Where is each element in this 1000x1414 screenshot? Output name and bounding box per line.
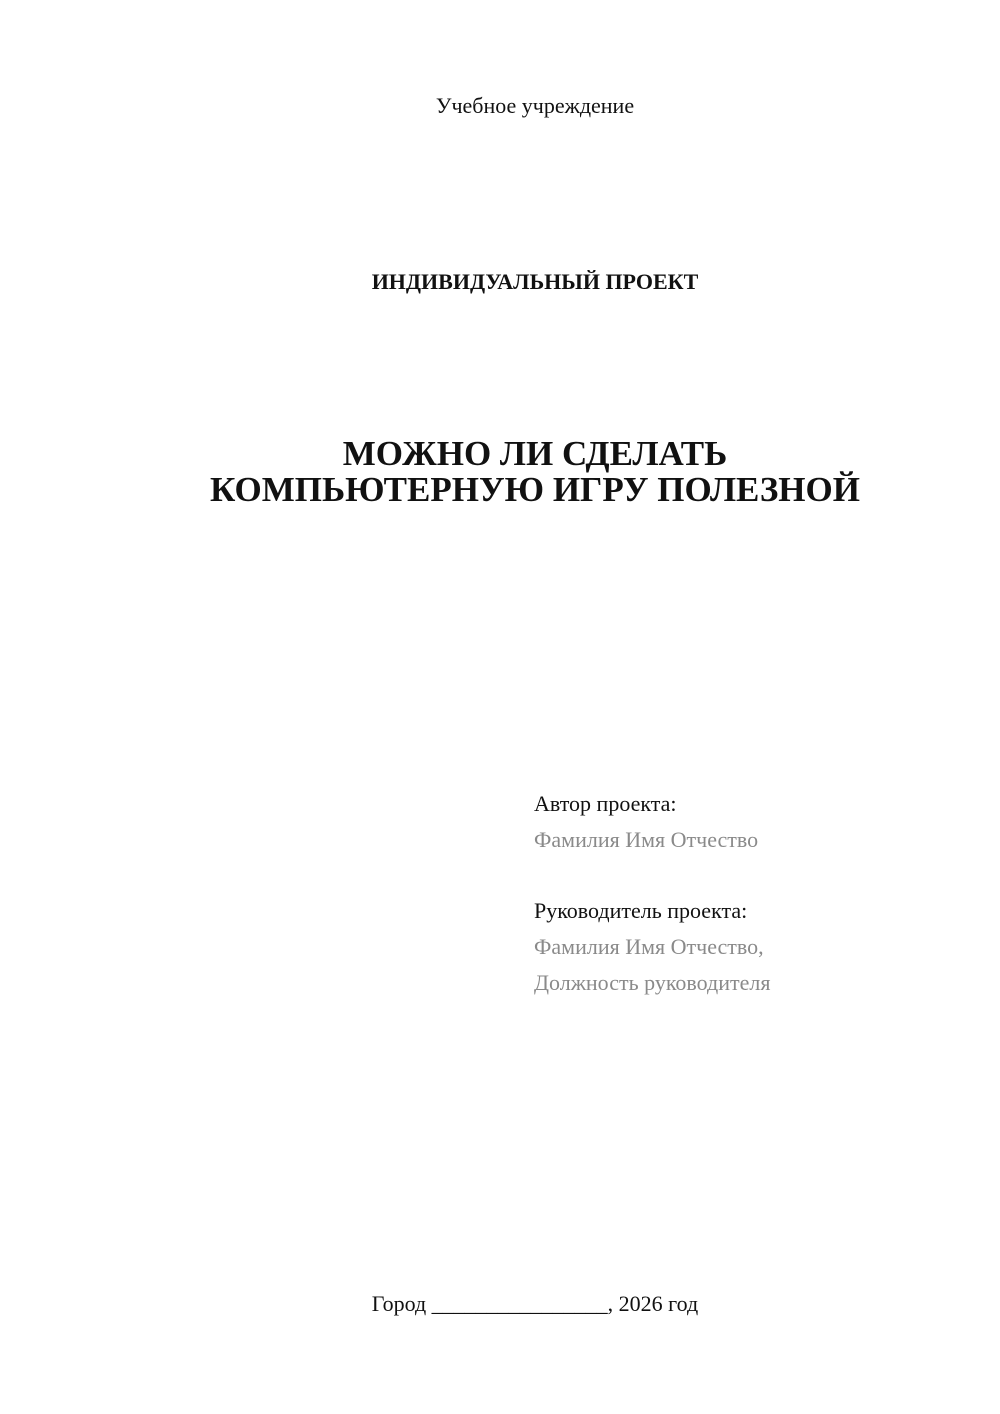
document-type-heading: ИНДИВИДУАЛЬНЫЙ ПРОЕКТ bbox=[371, 269, 699, 294]
institution-name: Учебное учреждение bbox=[435, 93, 635, 118]
supervisor-block bbox=[534, 893, 974, 1001]
author-label: Автор проекта: bbox=[534, 791, 677, 816]
supervisor-name: Фамилия Имя Отчество, bbox=[534, 934, 764, 959]
supervisor-label: Руководитель проекта: bbox=[534, 898, 748, 923]
author-block bbox=[534, 786, 974, 858]
project-title-line-2: КОМПЬЮТЕРНУЮ ИГРУ ПОЛЕЗНОЙ bbox=[210, 470, 860, 509]
project-title-line-1: МОЖНО ЛИ СДЕЛАТЬ bbox=[342, 434, 728, 473]
project-title bbox=[0, 436, 1000, 508]
city-year-line: Город ________________, 2026 год bbox=[371, 1291, 699, 1316]
author-name: Фамилия Имя Отчество bbox=[534, 827, 759, 852]
supervisor-position: Должность руководителя bbox=[534, 970, 771, 995]
